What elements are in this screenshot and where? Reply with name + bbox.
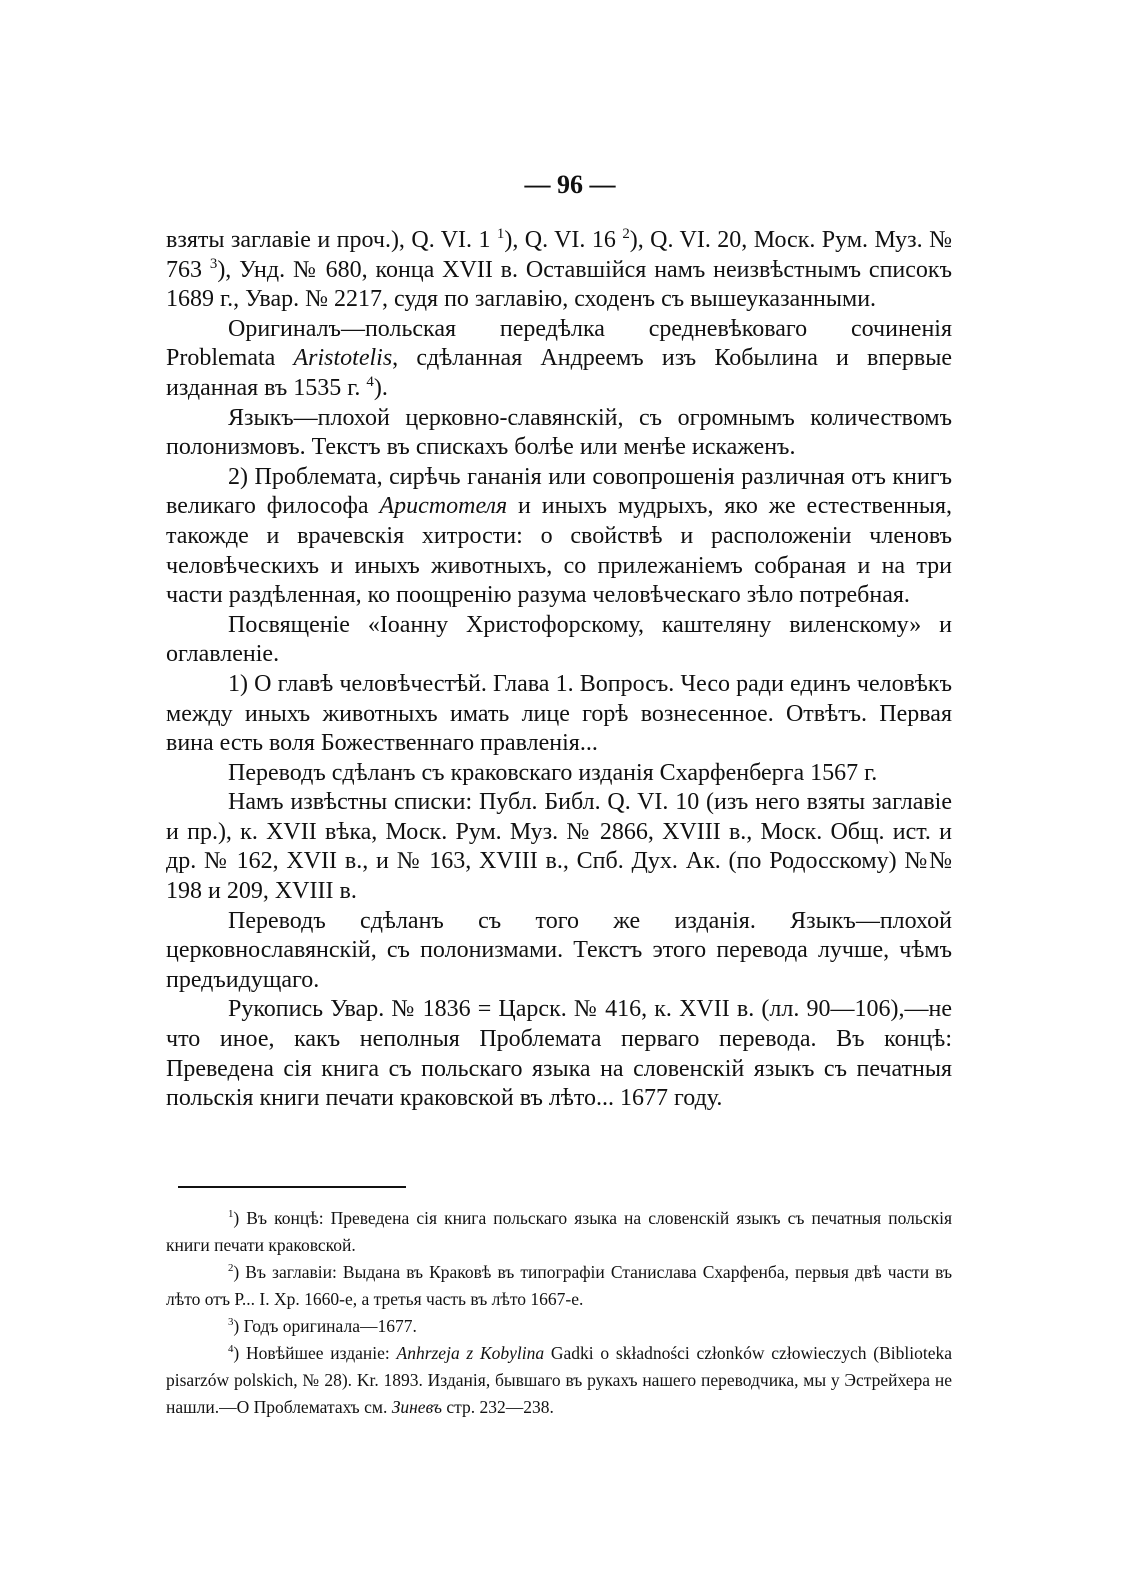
italic-text: Aristotelis (293, 345, 393, 372)
text-run: стр. 232—238. (442, 1397, 554, 1417)
paragraph (166, 670, 952, 759)
footnote-marker: 1 (496, 226, 505, 242)
paragraph (166, 611, 952, 670)
italic-text: Зиневъ (391, 1397, 443, 1417)
text-run: ) Годъ оригинала—1677. (233, 1316, 417, 1336)
text-run: Намъ извѣстны списки: Публ. Библ. Q. VI. 10 (изъ него взяты заглавіе и пр.), к. XVII вѣка, Моск. Рум. Муз. № 2866, XVIII в., Моск. Общ. ист. и др. № 162, XVII в., и № 163, XVIII в., Спб. Дух. Ак. (по Родосскому) №№ 198 и 209, XVIII в. (166, 789, 952, 905)
paragraph (166, 404, 952, 463)
footnote (166, 1340, 952, 1421)
paragraph (166, 907, 952, 996)
paragraph (166, 226, 952, 315)
text-run: 2) Проблемата, сирѣчь гананія или совопрошенія различная отъ книгъ великаго философа (166, 463, 952, 520)
paragraph (166, 463, 952, 611)
text-run: ), Q. VI. 16 (504, 227, 623, 253)
paragraph (166, 759, 952, 789)
footnote-marker: 3 (228, 1316, 234, 1329)
text-run: ). (373, 374, 388, 401)
text-run: и иныхъ мудрыхъ, яко же естественныя, такожде и врачевскія хитрости: о свойствѣ и расположеніи членовъ человѣческихъ и иныхъ животныхъ, со прилежаніемъ собраная и на три части раздѣленная, ко поощренію разума человѣческаго зѣло потребная. (166, 493, 952, 609)
footnote-marker: 2 (228, 1262, 234, 1275)
paragraph (166, 315, 952, 404)
text-run: Оригиналъ—польская передѣлка средневѣковаго сочиненія Problemata (166, 315, 952, 372)
footnotes (166, 1205, 952, 1421)
text-run: 1) О главѣ человѣчестѣй. Глава 1. Вопросъ. Чесо ради единъ человѣкъ между иныхъ животныхъ имать лице горѣ вознесенное. Отвѣтъ. Первая вина есть воля Божественнаго правленія... (166, 670, 952, 757)
italic-text: Anhrzeja z Kobylina (396, 1343, 545, 1363)
text-run: ) Въ концѣ: Преведена сія книга польскаго языка на словенскій языкъ съ печатныя польскія книги печати краковской. (166, 1208, 952, 1255)
text-run: ) Въ заглавіи: Выдана въ Краковѣ въ типографіи Станислава Схарфенба, первыя двѣ части въ лѣто отъ Р... І. Хр. 1660-е, а третья часть въ лѣто 1667-е. (166, 1262, 952, 1309)
footnote-marker: 1 (228, 1208, 234, 1221)
footnote (166, 1259, 952, 1313)
text-run: Gadki o składności członków człowieczych (Biblioteka pisarzów polskich, № 28). Kr. 1893. Изданія, бывшаго въ рукахъ нашего переводчика, мы у Эстрейхера не нашли.—О Проблематахъ см. (166, 1343, 952, 1417)
text-run: Переводъ сдѣланъ съ краковскаго изданія Схарфенберга 1567 г. (228, 759, 878, 786)
paragraph (166, 788, 952, 906)
text-run: ), Унд. № 680, конца XVII в. Оставшійся намъ неизвѣстнымъ списокъ 1689 г., Увар. № 2217, судя по заглавію, сходенъ съ вышеуказанными. (166, 256, 952, 313)
text-run: ) Новѣйшее изданіе: (233, 1343, 397, 1363)
footnote (166, 1205, 952, 1259)
italic-text: Аристотеля (379, 493, 508, 520)
footnote-marker: 3 (209, 255, 218, 272)
footnote (166, 1313, 952, 1340)
page-number: — 96 — (524, 170, 616, 199)
main-text (166, 226, 952, 1114)
paragraph (166, 995, 952, 1113)
text-run: Рукопись Увар. № 1836 = Царск. № 416, к. XVII в. (лл. 90—106),—не что иное, какъ неполныя Проблемата перваго перевода. Въ концѣ: Преведена сія книга съ польскаго языка на словенскій языкъ съ печатныя польскія книги печати краковской въ лѣто... 1677 году. (166, 996, 952, 1112)
footnote-marker: 4 (366, 373, 374, 390)
footnote-marker: 2 (622, 226, 630, 242)
footnote-divider (178, 1186, 406, 1188)
text-run: взяты заглавіе и проч.), Q. VI. 1 (166, 227, 497, 253)
text-run: , сдѣланная Андреемъ изъ Кобылина и впервые изданная въ 1535 г. (166, 345, 952, 401)
text-run: Языкъ—плохой церковно-славянскій, съ огромнымъ количествомъ полонизмовъ. Текстъ въ спискахъ болѣе или менѣе искаженъ. (166, 404, 952, 461)
text-run: ), Q. VI. 20, Моск. Рум. Муз. № 763 (166, 227, 953, 283)
text-run: Посвященіе «Іоанну Христофорскому, каштеляну виленскому» и оглавленіе. (166, 611, 952, 668)
text-run: Переводъ сдѣланъ съ того же изданія. Языкъ—плохой церковнославянскій, съ полонизмами. Текстъ этого перевода лучше, чѣмъ предъидущаго. (166, 907, 952, 993)
footnote-marker: 4 (228, 1343, 234, 1356)
